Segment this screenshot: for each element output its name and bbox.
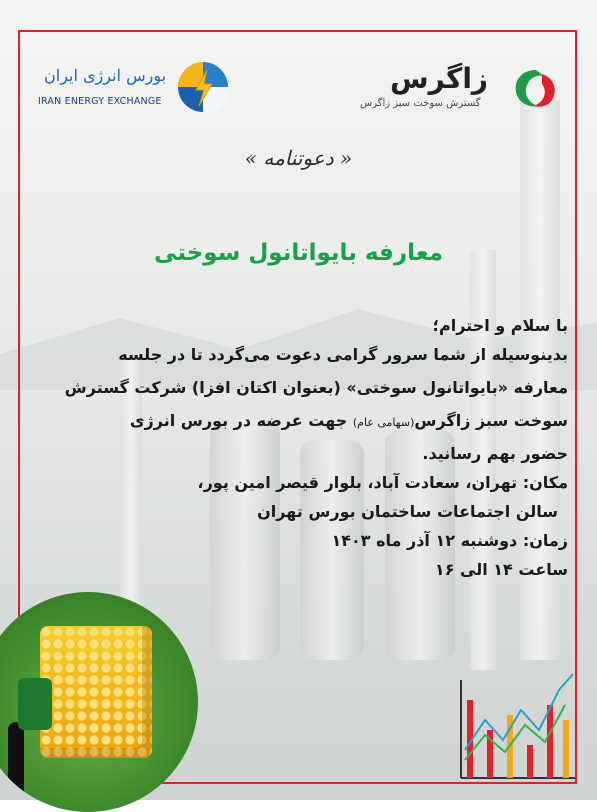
fuel-nozzle-icon (18, 678, 52, 730)
energy-exchange-logo (38, 58, 198, 118)
exchange-name-fa: بورس انرژی ایران (44, 66, 167, 85)
company-full-name: سوخت سبز زاگرس (414, 411, 568, 430)
zagros-logo-icon (512, 66, 560, 110)
fuel-hose (8, 722, 24, 812)
company-tagline: گسترش سوخت سبز زاگرس (360, 98, 481, 109)
exchange-name-en: IRAN ENERGY EXCHANGE (38, 96, 162, 107)
bar-chart-decoration (455, 660, 580, 785)
location-detail: سالن اجتماعات ساختمان بورس تهران (257, 502, 558, 521)
paragraph-line-3-rest: جهت عرضه در بورس انرژی (129, 411, 353, 430)
paragraph-line-1: بدینوسیله از شما سرور گرامی دعوت می‌گردد تا در جلسه (118, 345, 568, 364)
paragraph-line-3 (34, 411, 568, 430)
corn-cube-image (40, 626, 152, 758)
invitation-body (34, 316, 568, 589)
company-name: زاگرس (390, 62, 489, 95)
location-label: مکان: تهران، سعادت آباد، بلوار قیصر امین پور، (197, 473, 568, 492)
energy-exchange-logo-icon (174, 58, 232, 116)
event-hours: ساعت ۱۴ الی ۱۶ (434, 560, 568, 579)
event-date: زمان: دوشنبه ۱۲ آذر ماه ۱۴۰۳ (331, 531, 568, 550)
paragraph-line-2: معارفه «بایواتانول سوختی» (بعنوان اکتان افزا) شرکت گسترش (64, 378, 568, 397)
invitation-heading: « دعوتنامه » (244, 146, 353, 170)
company-type: (سهامی عام) (352, 416, 415, 429)
zagros-logo (360, 62, 570, 112)
page-title: معارفه بایواتانول سوختی (154, 240, 443, 266)
greeting: با سلام و احترام؛ (432, 316, 568, 335)
paragraph-line-4: حضور بهم رسانید. (422, 444, 568, 463)
